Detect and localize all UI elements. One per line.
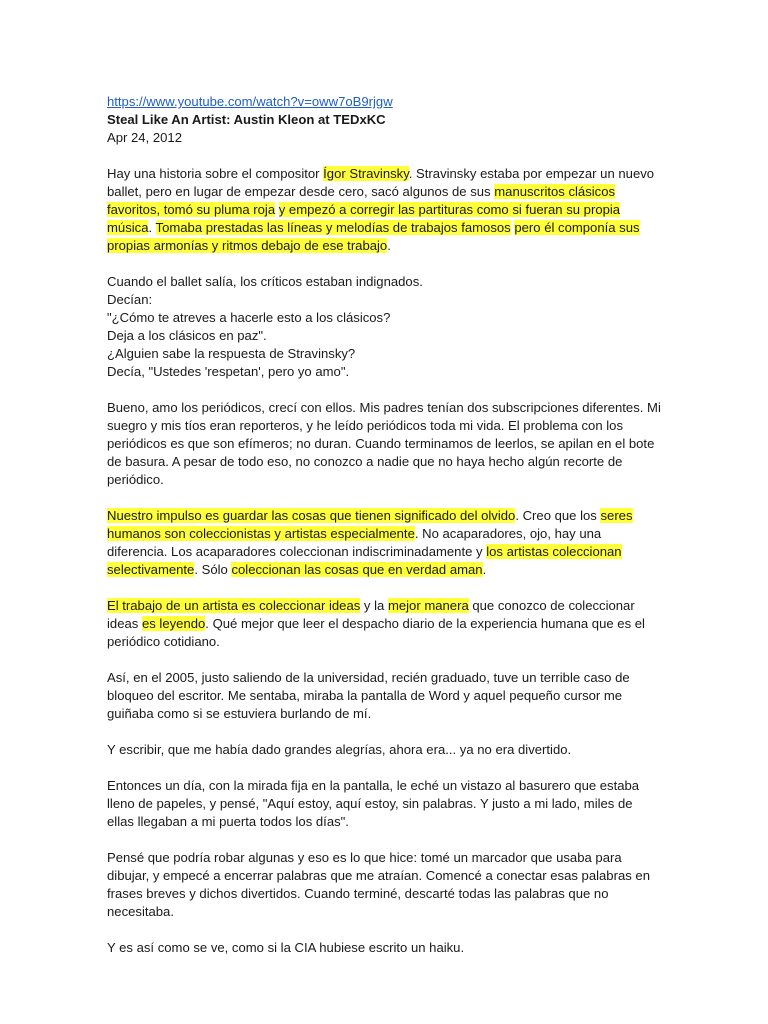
highlight: es leyendo — [141, 616, 206, 631]
talk-date: Apr 24, 2012 — [107, 130, 182, 145]
highlight: Nuestro impulso es guardar las cosas que tienen significado del olvido — [107, 508, 516, 523]
paragraph-stravinsky — [107, 165, 663, 255]
text-run: . No acaparadores, ojo, hay una diferencia. Los acaparadores coleccionan indiscriminadamente y — [107, 526, 602, 559]
text-run: . Stravinsky estaba por empezar un nuevo ballet, pero en lugar de empezar desde cero, sacó algunos de sus — [107, 166, 655, 199]
highlight: manuscritos clásicos favoritos, tomó su pluma roja — [107, 184, 616, 217]
text-line: Decían: — [107, 292, 153, 307]
text-run: . Creo que los — [515, 508, 601, 523]
text-run: . — [482, 562, 487, 577]
paragraph-writing: Y escribir, que me había dado grandes alegrías, ahora era... ya no era divertido. — [107, 742, 572, 757]
highlight: Ígor Stravinsky — [323, 166, 409, 181]
paragraph-collectors — [107, 507, 663, 579]
text-line: ¿Alguien sabe la respuesta de Stravinsky? — [107, 346, 356, 361]
text-run: . — [148, 220, 156, 235]
highlight: El trabajo de un artista es coleccionar ideas — [107, 598, 361, 613]
highlight: los artistas coleccionan selectivamente — [107, 544, 622, 577]
highlight: pero él componía sus propias armonías y ritmos debajo de ese trabajo — [107, 220, 640, 253]
highlight: Tomaba prestadas las líneas y melodías de trabajos famosos — [155, 220, 511, 235]
highlight: seres humanos son coleccionistas y artistas especialmente — [107, 508, 633, 541]
video-link[interactable]: https://www.youtube.com/watch?v=oww7oB9rjgw — [107, 94, 393, 109]
paragraph-haiku: Y es así como se ve, como si la CIA hubiese escrito un haiku. — [107, 940, 465, 955]
text-run: . Qué mejor que leer el despacho diario de la experiencia humana que es el periódico cotidiano. — [107, 616, 645, 649]
paragraph-marker: Pensé que podría robar algunas y eso es lo que hice: tomé un marcador que usaba para dibujar, y empecé a encerrar palabras que me atraían. Comencé a conectar esas palabras en frases breves y dichos divertidos. Cuando terminé, descarté todas las palabras que no necesitaba. — [107, 850, 650, 919]
highlight: mejor manera — [387, 598, 469, 613]
text-run: . Sólo — [194, 562, 232, 577]
highlight: y empezó a corregir las partituras como si fueran su propia música — [107, 202, 621, 235]
highlight: coleccionan las cosas que en verdad aman — [231, 562, 483, 577]
document-header — [107, 93, 663, 147]
text-run: que conozco de coleccionar ideas — [107, 598, 635, 631]
paragraph-critics — [107, 273, 663, 381]
paragraph-writers-block: Así, en el 2005, justo saliendo de la universidad, recién graduado, tuve un terrible caso de bloqueo del escritor. Me sentaba, miraba la pantalla de Word y aquel pequeño cursor me guiñaba como si se estuviera burlando de mí. — [107, 670, 630, 721]
paragraph-reading — [107, 597, 663, 651]
text-line: Decía, "Ustedes 'respetan', pero yo amo". — [107, 364, 350, 379]
paragraph-trash-can: Entonces un día, con la mirada fija en la pantalla, le eché un vistazo al basurero que estaba lleno de papeles, y pensé, "Aquí estoy, aquí estoy, sin palabras. Y justo a mi lado, miles de ellas llegaban a mi puerta todos los días". — [107, 778, 640, 829]
paragraph-newspapers: Bueno, amo los periódicos, crecí con ellos. Mis padres tenían dos subscripciones diferentes. Mi suegro y mis tíos eran reporteros, y he leído periódicos toda mi vida. El problema con los periódicos es que son efímeros; no duran. Cuando terminamos de leerlos, se apilan en el bote de basura. A pesar de todo eso, no conozco a nadie que no haya hecho algún recorte de periódico. — [107, 400, 661, 487]
text-run: . — [387, 238, 391, 253]
text-line: "¿Cómo te atreves a hacerle esto a los clásicos? — [107, 310, 391, 325]
talk-title: Steal Like An Artist: Austin Kleon at TEDxKC — [107, 112, 386, 127]
document-page — [107, 93, 663, 975]
text-run: y la — [360, 598, 388, 613]
text-line: Deja a los clásicos en paz". — [107, 328, 267, 343]
text-run: Hay una historia sobre el compositor — [107, 166, 324, 181]
text-line: Cuando el ballet salía, los críticos estaban indignados. — [107, 274, 423, 289]
